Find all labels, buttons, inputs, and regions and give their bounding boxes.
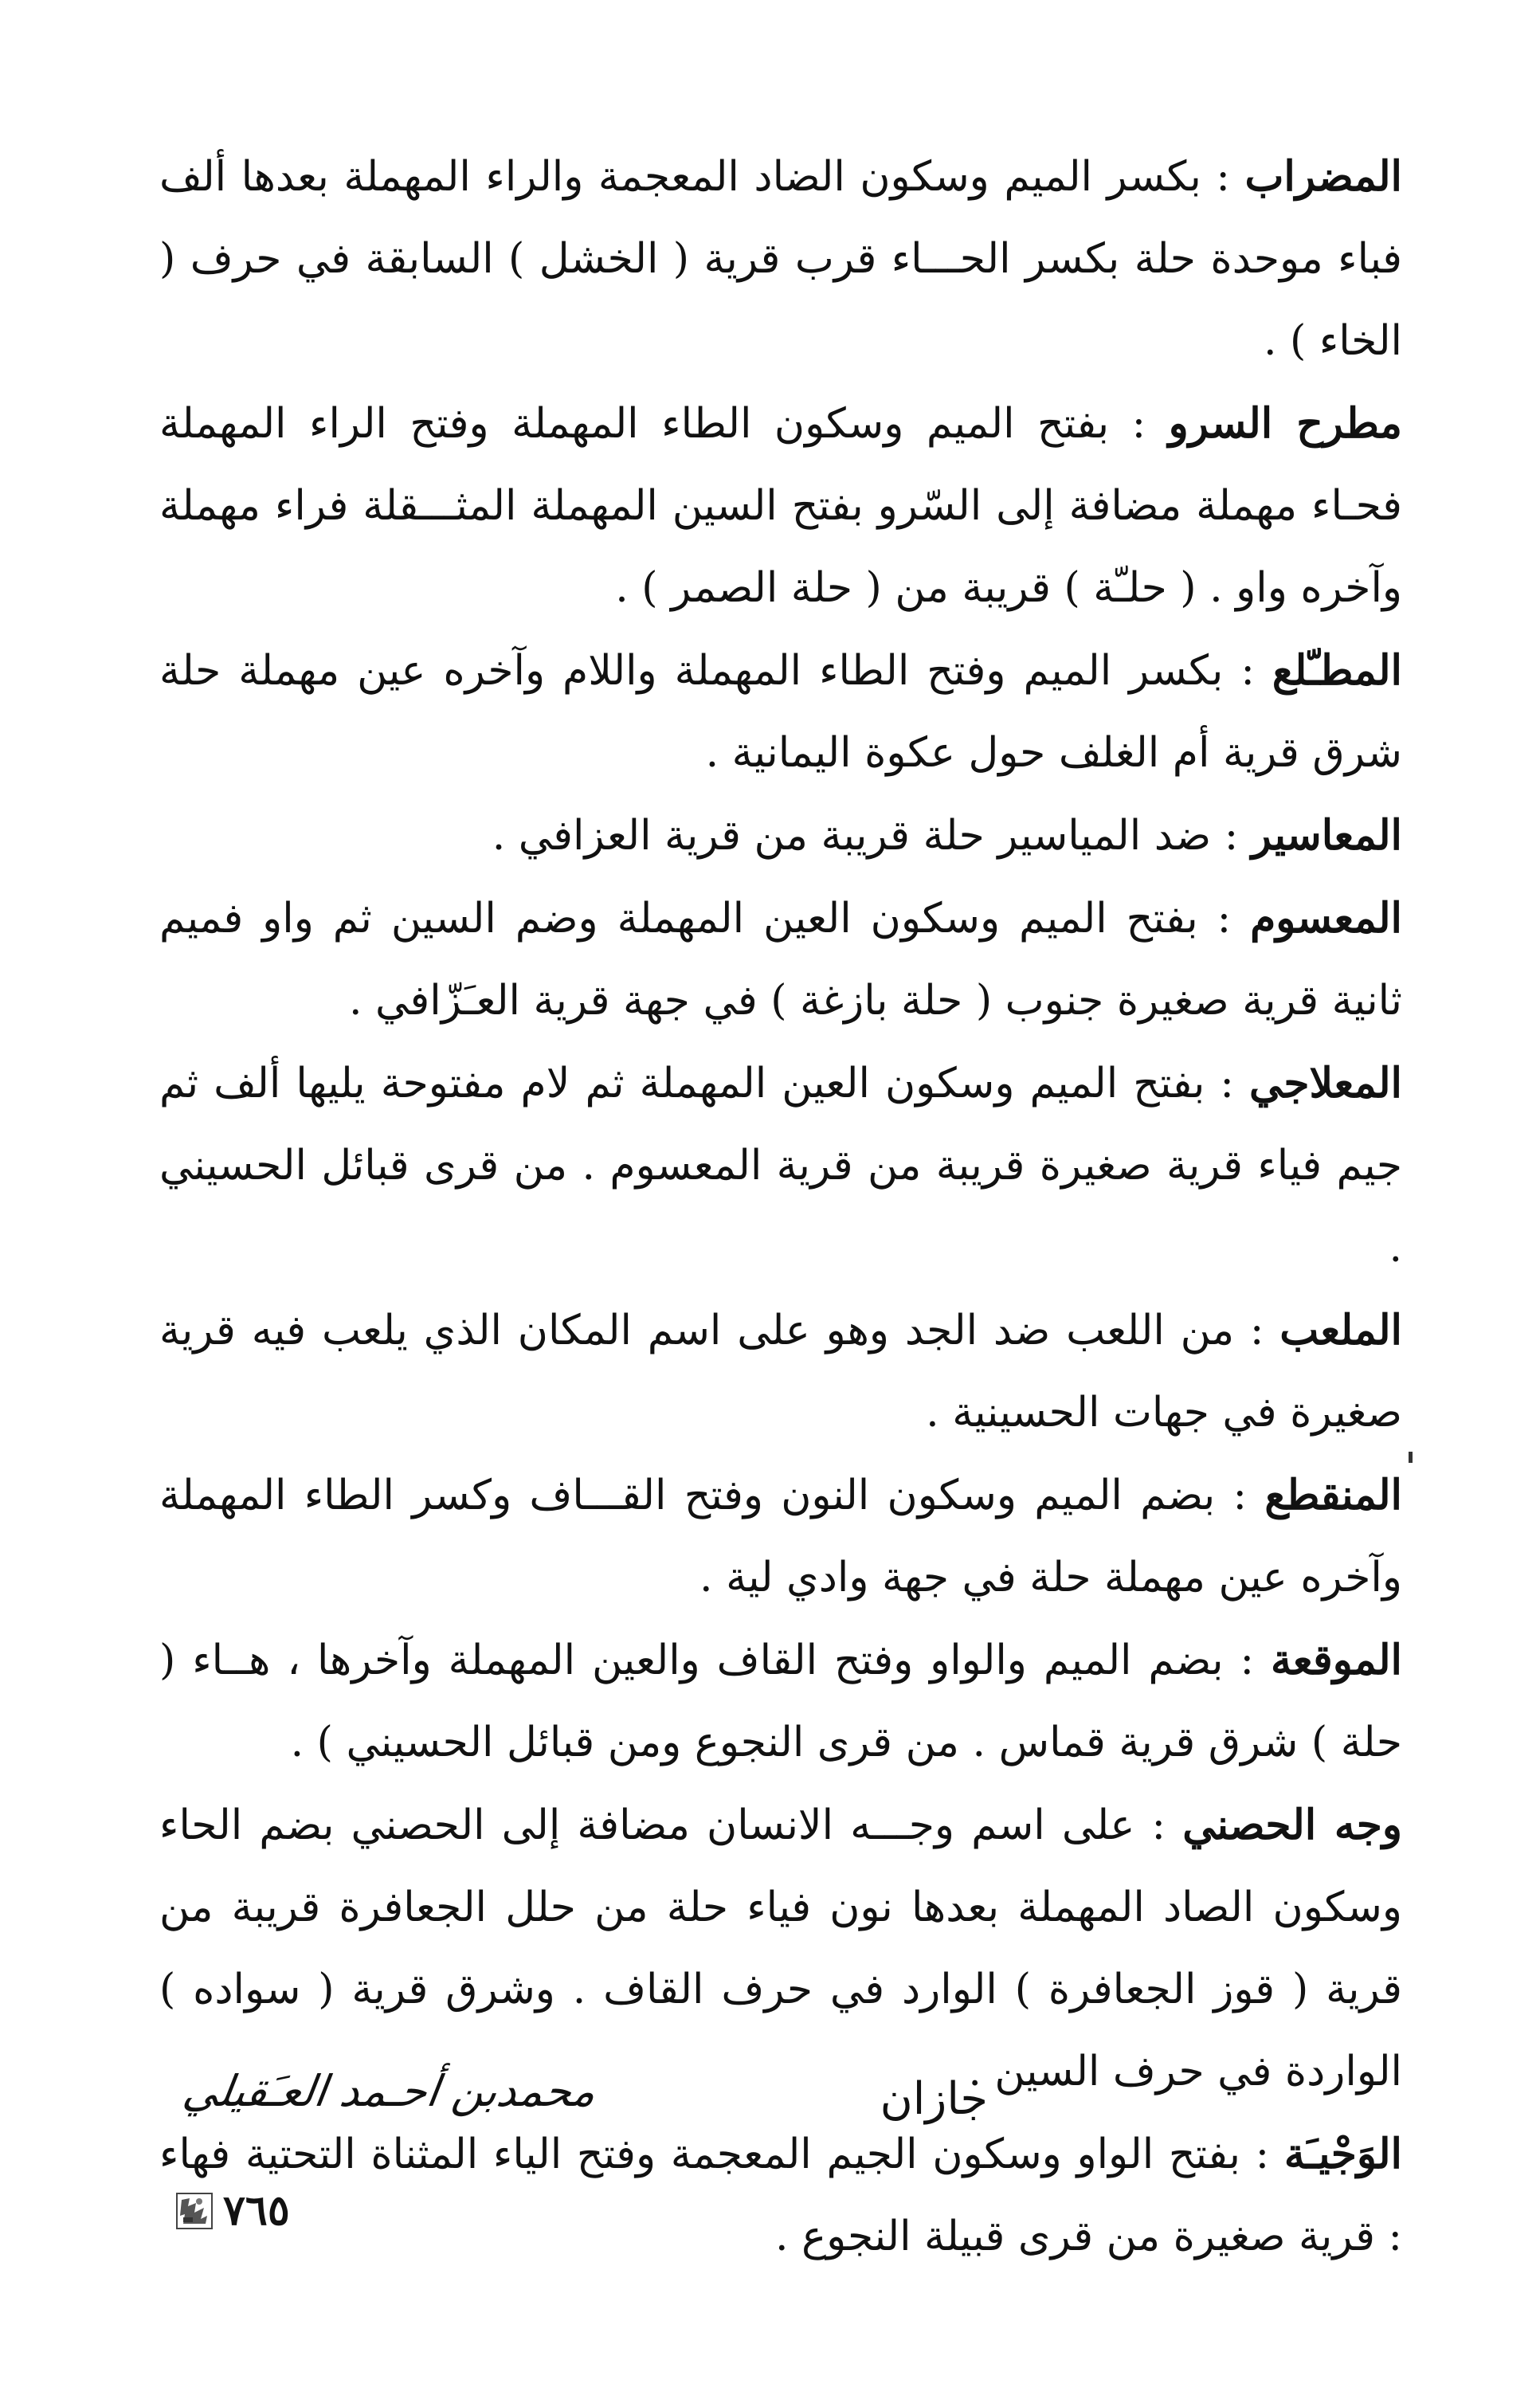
entry-0 [159,135,1402,382]
entry-term: المعلاجي [1249,1059,1402,1107]
entry-3 [159,794,1402,877]
entry-term: المضراب [1244,152,1402,201]
entry-2 [159,629,1402,794]
entries-list [159,135,1402,2278]
page-number-row [175,2175,290,2247]
entry-8 [159,1619,1402,1784]
entry-7 [159,1454,1402,1619]
entry-text: : بكسر الميم وسكون الضاد المعجمة والراء المهملة بعدها ألف فباء موحدة حلة بكسر الحـــاء قرب قرية ( الخشل ) السابقة في حرف ( الخاء ) . [159,153,1402,365]
entry-text: : بضم الميم وسكون النون وفتح القـــاف وكسر الطاء المهملة وآخره عين مهملة حلة في جهة وادي لية . [159,1472,1402,1601]
entry-term: الموقعة [1270,1636,1402,1684]
margin-mark [1409,1452,1413,1463]
entry-text: : بفتح الميم وسكون الطاء المهملة وفتح الراء المهملة فحـاء مهملة مضافة إلى السّرو بفتح السين المهملة المثـــقلة فراء مهملة وآخره واو . ( حلـّة ) قريبة من ( حلة الصمر ) . [159,400,1402,612]
entry-term: الوَجْيـَة [1283,2130,1402,2178]
library-stamp-icon [175,2192,214,2230]
entry-term: المطـّلع [1272,646,1402,695]
entry-text: : بفتح الواو وسكون الجيم المعجمة وفتح الياء المثناة التحتية فهاء : قرية صغيرة من قرى قبيلة النجوع . [159,2131,1402,2260]
entry-text: : بفتح الميم وسكون العين المهملة ثم لام مفتوحة يليها ألف ثم جيم فياء قرية صغيرة قريبة من قرية المعسوم . من قرى قبائل الحسيني . [159,1060,1402,1272]
entry-6 [159,1289,1402,1454]
entry-text: : بفتح الميم وسكون العين المهملة وضم السين ثم واو فميم ثانية قرية صغيرة جنوب ( حلة بازغة ) في جهة قرية العـَزّافي . [159,895,1402,1025]
entry-text: : على اسم وجـــه الانسان مضافة إلى الحصني بضم الحاء وسكون الصاد المهملة بعدها نون فياء حلة من حلل الجعافرة قريبة من قرية ( قوز الجعافرة ) الوارد في حرف القاف . وشرق قرية ( سواده ) الواردة في حرف السين . [159,1801,1402,2095]
entry-text: : بكسر الميم وفتح الطاء المهملة واللام وآخره عين مهملة حلة شرق قرية أم الغلف حول عكوة اليمانية . [159,647,1402,777]
entry-5 [159,1042,1402,1289]
entry-term: الملعب [1279,1306,1402,1354]
entry-text: : من اللعب ضد الجد وهو على اسم المكان الذي يلعب فيه قرية صغيرة في جهات الحسينية . [159,1307,1402,1437]
author-signature: محمدبن أحـمد العـَقيلي [179,2066,599,2116]
entry-term: المعاسير [1251,811,1402,860]
entry-1 [159,382,1402,629]
entry-term: مطرح السرو [1168,399,1403,448]
entry-text: : بضم الميم والواو وفتح القاف والعين المهملة وآخرها ، هــاء ( حلة ) شرق قرية قماس . من قرى النجوع ومن قبائل الحسيني ) . [159,1637,1402,1766]
entry-term: المنقطع [1264,1471,1402,1519]
entry-4 [159,877,1402,1042]
entry-term: المعسوم [1250,894,1402,943]
signature-row [159,2056,1402,2151]
entry-term: وجه الحصني [1182,1801,1402,1849]
entry-text: : ضد المياسير حلة قريبة من قرية العزافي . [492,812,1252,860]
place-name: جازان [880,2073,988,2125]
page-number: ٧٦٥ [223,2186,290,2235]
